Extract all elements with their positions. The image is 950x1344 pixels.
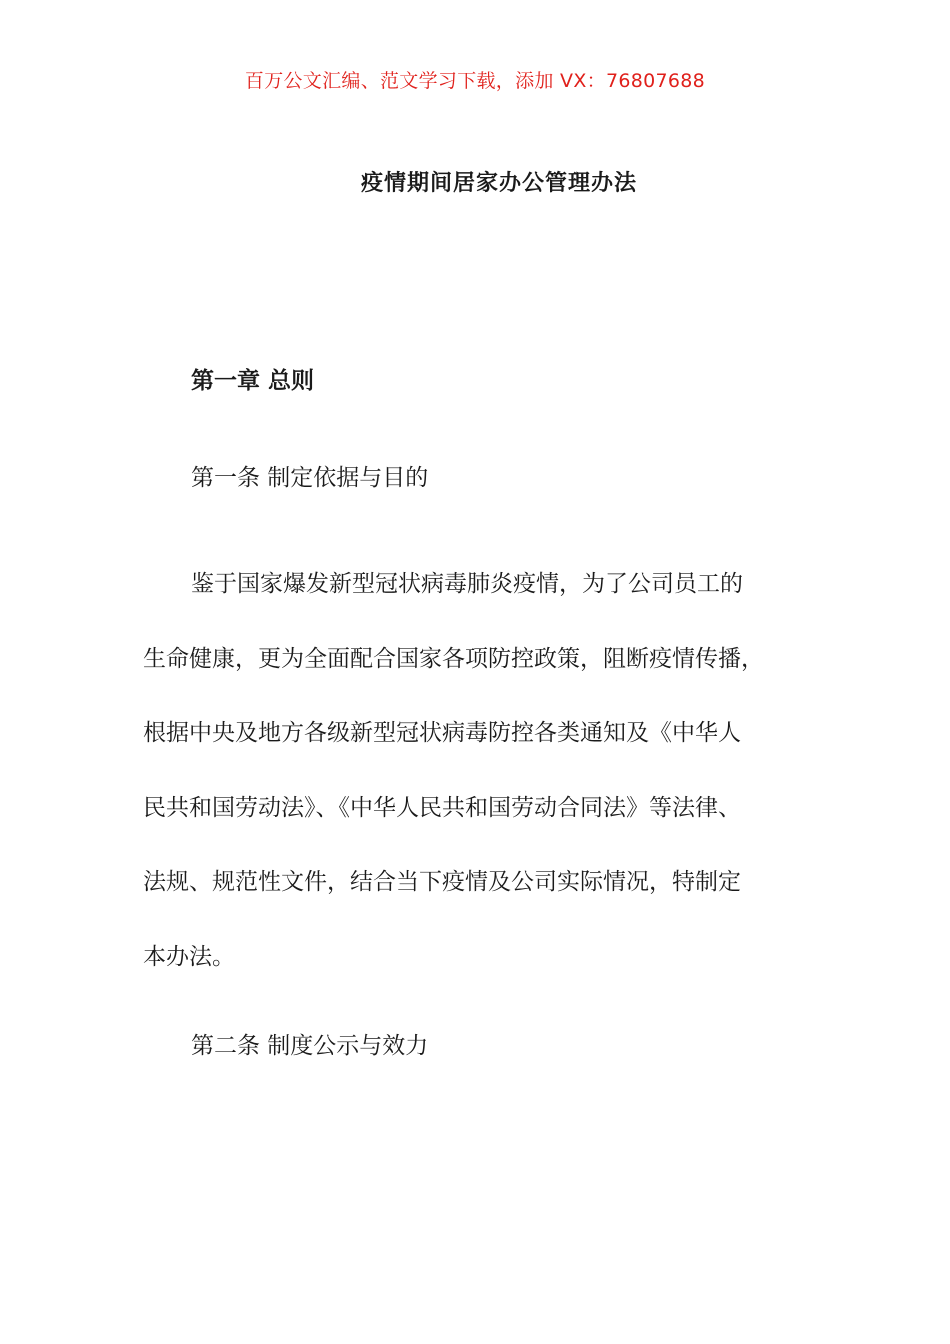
article-1-heading: 第一条 制定依据与目的 [191,465,429,491]
paragraph-line: 法规、规范性文件，结合当下疫情及公司实际情况，特制定 [143,869,741,895]
article-1-paragraph [143,547,843,994]
paragraph-line: 生命健康，更为全面配合国家各项防控政策，阻断疫情传播， [143,645,764,672]
paragraph-line: 民共和国劳动法》、《中华人民共和国劳动合同法》等法律、 [143,794,741,821]
header-note: 百万公文汇编、范文学习下载，添加 VX：76807688 [244,70,706,92]
paragraph-line: 鉴于国家爆发新型冠状病毒肺炎疫情，为了公司员工的 [191,571,743,597]
article-2-heading: 第二条 制度公示与效力 [191,1033,429,1059]
paragraph-line: 本办法。 [143,943,235,970]
chapter-heading: 第一章 总则 [191,368,315,394]
document-title: 疫情期间居家办公管理办法 [360,171,637,196]
paragraph-line: 根据中央及地方各级新型冠状病毒防控各类通知及《中华人 [143,720,741,746]
